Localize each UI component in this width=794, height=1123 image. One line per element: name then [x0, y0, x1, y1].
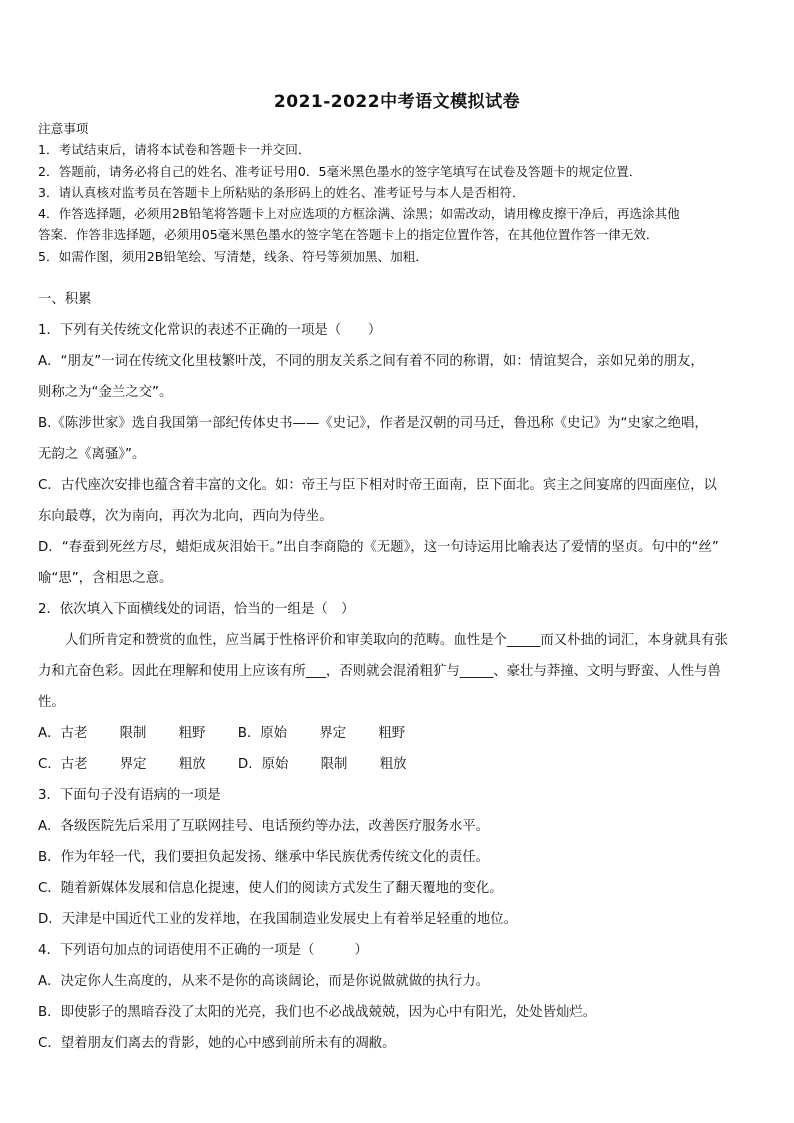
notice-section — [38, 118, 758, 267]
option-word: 粗野 — [178, 726, 206, 741]
question-4-option-b: B．即使影子的黑暗吞没了太阳的光亮，我们也不必战战兢兢，因为心中有阳光，处处皆灿烂。 — [38, 1005, 597, 1020]
option-word: 粗放 — [379, 757, 407, 772]
option-word: 限制 — [320, 757, 348, 772]
option-word: 粗野 — [378, 726, 406, 741]
option-label: B．原始 — [237, 726, 288, 741]
notice-item: 2．答题前，请务必将自己的姓名、准考证号用0．5毫米黑色墨水的签字笔填写在试卷及答题卡的规定位置． — [38, 163, 642, 179]
notice-item: 4．作答选择题，必须用2B铅笔将答题卡上对应选项的方框涂满、涂黑；如需改动，请用橡皮擦干净后，再选涂其他 — [38, 206, 680, 222]
question-4-option-c: C．望着朋友们离去的背影，她的心中感到前所未有的凋敝。 — [38, 1036, 396, 1051]
notice-item: 1．考试结束后，请将本试卷和答题卡一并交回． — [38, 142, 311, 158]
question-1-option-d-cont: 喻“思”，含相思之意。 — [38, 571, 173, 586]
question-1-stem: 1．下列有关传统文化常识的表述不正确的一项是（ ） — [38, 323, 382, 338]
question-1-option-a-cont: 则称之为“金兰之交”。 — [38, 385, 173, 400]
question-2-passage-end: 性。 — [38, 695, 65, 710]
question-2-stem: 2．依次填入下面横线处的词语，恰当的一组是（ ） — [38, 602, 355, 617]
question-2-passage: 人们所肯定和赞赏的血性，应当属于性格评价和审美取向的范畴。血性是个_____而又朴拙的词汇，本身就具有张 — [65, 633, 728, 648]
question-3-option-c: C．随着新媒体发展和信息化提速，使人们的阅读方式发生了翻天覆地的变化。 — [38, 881, 503, 896]
question-2-options-row-1 — [38, 718, 758, 749]
question-2-passage-cont: 力和亢奋色彩。因此在理解和使用上应该有所___，否则就会混淆粗犷与_____、豪壮与莽撞、文明与野蛮、人性与兽 — [38, 664, 721, 679]
question-2-options-row-2 — [38, 749, 758, 780]
question-3-stem: 3．下面句子没有语病的一项是 — [38, 788, 221, 803]
exam-title: 2021-2022中考语文模拟试卷 — [273, 92, 521, 112]
question-3-option-d: D．天津是中国近代工业的发祥地，在我国制造业发展史上有着举足轻重的地位。 — [38, 912, 517, 927]
exam-body — [38, 284, 758, 1059]
question-1-option-b: B.《陈涉世家》选自我国第一部纪传体史书——《史记》，作者是汉朝的司马迁，鲁迅称《史记》为“史家之绝唱， — [38, 416, 708, 431]
section-heading: 一、积累 — [38, 292, 92, 307]
question-4-option-a: A．决定你人生高度的，从来不是你的高谈阔论，而是你说做就做的执行力。 — [38, 974, 490, 989]
option-word: 界定 — [119, 757, 147, 772]
option-label: C．古老 — [38, 757, 88, 772]
question-1-option-a: A．“朋友”一词在传统文化里枝繁叶茂，不同的朋友关系之间有着不同的称谓，如：情谊契合，亲如兄弟的朋友， — [38, 354, 704, 369]
notice-item: 5．如需作图，须用2B铅笔绘、写清楚，线条、符号等须加黑、加粗． — [38, 248, 428, 264]
question-3-option-b: B．作为年轻一代，我们要担负起发扬、继承中华民族优秀传统文化的责任。 — [38, 850, 490, 865]
option-word: 限制 — [119, 726, 147, 741]
option-label: A．古老 — [38, 726, 88, 741]
notice-item: 3．请认真核对监考员在答题卡上所粘贴的条形码上的姓名、准考证号与本人是否相符． — [38, 184, 525, 200]
notice-heading: 注意事项 — [38, 121, 89, 136]
question-3-option-a: A．各级医院先后采用了互联网挂号、电话预约等办法，改善医疗服务水平。 — [38, 819, 490, 834]
question-1-option-c-cont: 东向最尊，次为南向，再次为北向，西向为侍坐。 — [38, 509, 333, 524]
option-word: 界定 — [319, 726, 347, 741]
question-1-option-b-cont: 无韵之《离骚》”。 — [38, 447, 146, 462]
question-1-option-c: C．古代座次安排也蕴含着丰富的文化。如：帝王与臣下相对时帝王面南，臣下面北。宾主之间宴席的四面座位，以 — [38, 478, 717, 493]
question-1-option-d: D．“春蚕到死丝方尽，蜡炬成灰泪始干。”出自李商隐的《无题》，这一句诗运用比喻表达了爱情的坚贞。句中的“丝” — [38, 540, 719, 555]
question-4-stem: 4．下列语句加点的词语使用不正确的一项是（ ） — [38, 943, 368, 958]
option-word: 粗放 — [178, 757, 206, 772]
notice-item: 答案．作答非选择题，必须用05毫米黑色墨水的签字笔在答题卡上的指定位置作答，在其他位置作答一律无效． — [38, 227, 659, 243]
option-label: D．原始 — [237, 757, 289, 772]
